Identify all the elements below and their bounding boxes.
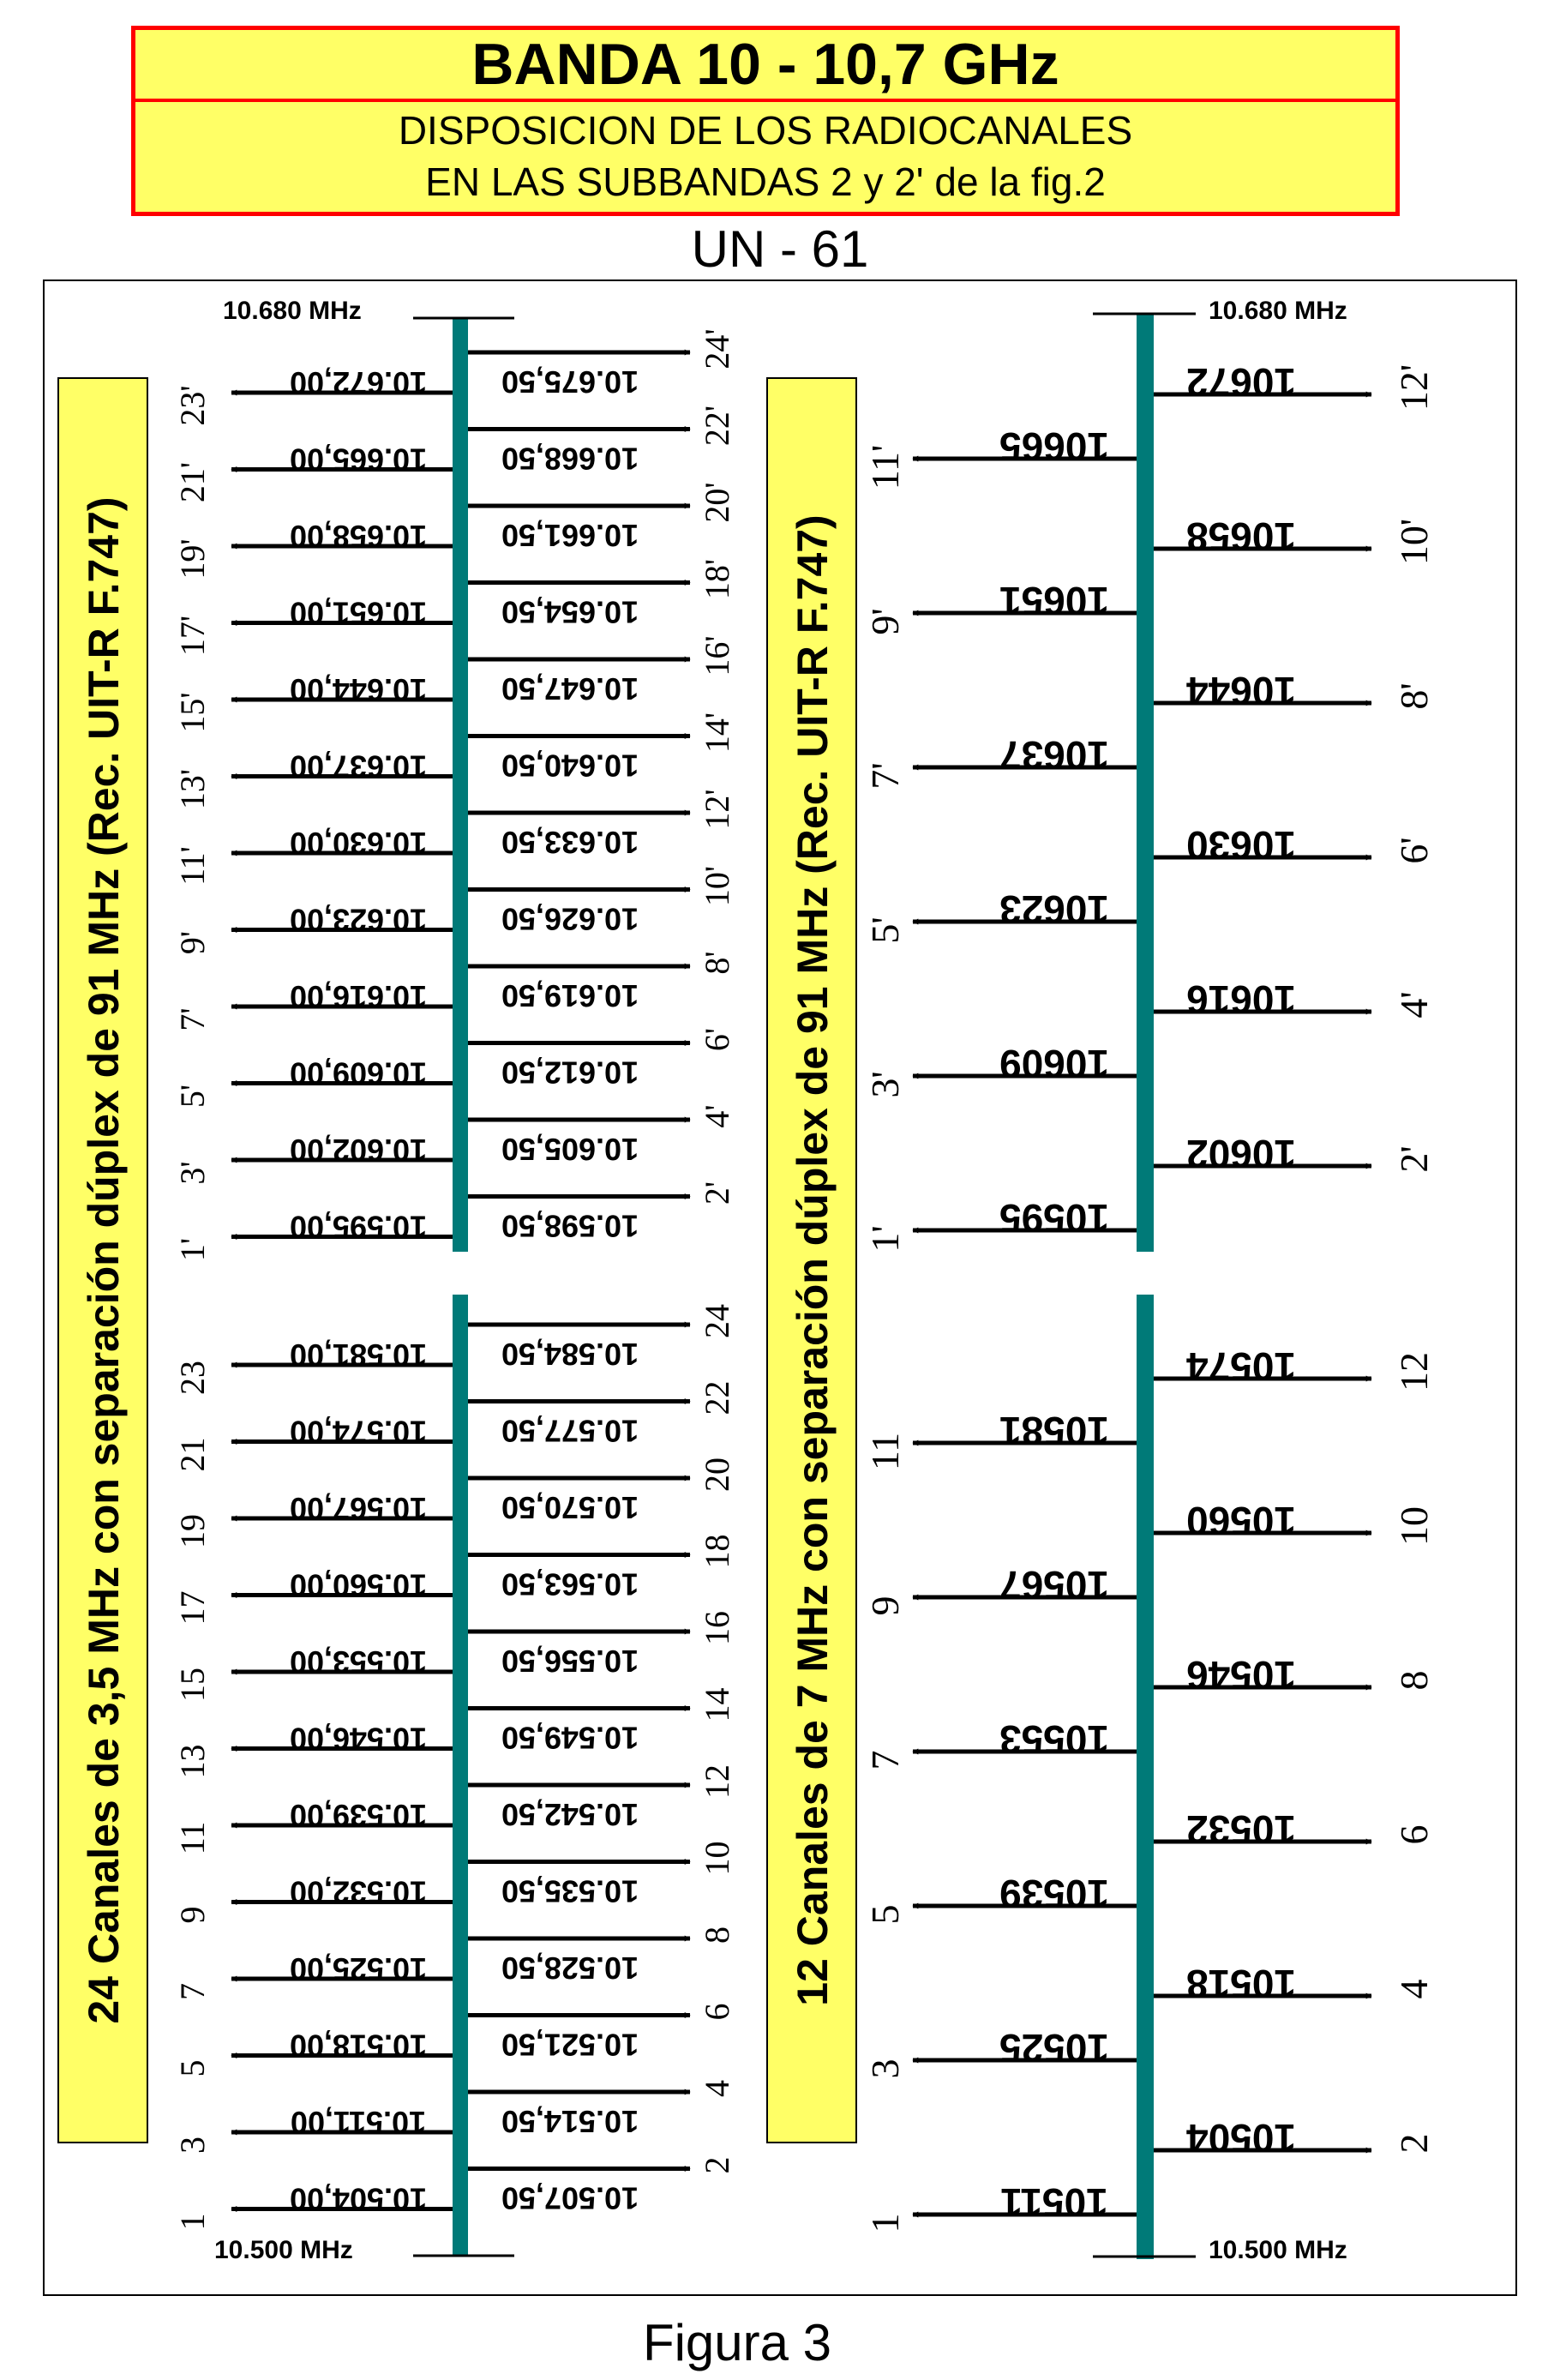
left-channel-frequency: 10.647,50 <box>501 671 639 706</box>
right-channel-number: 7' <box>863 762 907 790</box>
left-channel-number: 17 <box>173 1590 212 1626</box>
left-channel-frequency: 10.605,50 <box>501 1132 639 1167</box>
left-channel-number: 4' <box>698 1104 736 1128</box>
page-title: BANDA 10 - 10,7 GHz <box>135 30 1395 102</box>
right-channel-frequency: 10630 <box>1186 823 1296 868</box>
left-channel-frequency: 10.633,50 <box>501 825 639 860</box>
left-channel-number: 17' <box>173 615 212 657</box>
left-channel-frequency: 10.525,00 <box>289 1951 428 1986</box>
left-channel-number: 22' <box>698 405 736 447</box>
right-channel-frequency: 10525 <box>999 2026 1109 2070</box>
left-channel-number: 10 <box>698 1841 736 1876</box>
right-channel-frequency: 10644 <box>1186 669 1296 713</box>
left-channel-number: 18 <box>698 1534 736 1569</box>
left-channel-frequency: 10.598,50 <box>501 1208 639 1244</box>
left-channel-number: 23 <box>173 1361 212 1395</box>
right-channel-number: 4' <box>1392 991 1436 1019</box>
right-channel-frequency: 10581 <box>999 1409 1109 1453</box>
left-channel-number: 6 <box>698 2003 736 2021</box>
left-channel-frequency: 10.661,50 <box>501 518 639 553</box>
right-channel-frequency: 10511 <box>1000 2180 1108 2225</box>
left-channel-number: 14 <box>698 1687 736 1722</box>
left-channel-frequency: 10.574,00 <box>289 1414 428 1450</box>
left-channel-number: 4 <box>698 2080 736 2097</box>
subtitle-line-2: EN LAS SUBBANDAS 2 y 2' de la fig.2 <box>425 159 1106 204</box>
left-channel-number: 10' <box>698 865 736 907</box>
right-channel-frequency: 10546 <box>1186 1653 1296 1698</box>
right-channel-frequency: 10567 <box>999 1563 1109 1608</box>
document-code: UN - 61 <box>691 220 869 278</box>
left-channel-frequency: 10.651,00 <box>289 595 428 631</box>
left-channel-frequency: 10.619,50 <box>501 978 639 1013</box>
left-channel-frequency: 10.514,50 <box>501 2104 639 2139</box>
left-channel-frequency: 10.532,00 <box>289 1874 428 1910</box>
right-channel-number: 10 <box>1392 1506 1436 1546</box>
left-upper-bar <box>453 317 468 1252</box>
right-channel-number: 1' <box>863 1225 907 1253</box>
left-channel-frequency: 10.595,00 <box>289 1209 428 1245</box>
left-bottom-frequency: 10.500 MHz <box>214 2236 353 2264</box>
right-bottom-frequency: 10.500 MHz <box>1209 2236 1347 2264</box>
left-channel-number: 2 <box>698 2156 736 2174</box>
left-channel-frequency: 10.560,00 <box>289 1567 428 1603</box>
left-channel-frequency: 10.563,50 <box>501 1566 639 1602</box>
left-channel-frequency: 10.616,00 <box>289 979 428 1014</box>
left-channel-frequency: 10.626,50 <box>501 901 639 937</box>
left-channel-number: 12' <box>698 789 736 830</box>
left-channel-frequency: 10.630,00 <box>289 826 428 861</box>
left-channel-number: 11' <box>173 846 212 886</box>
left-channel-frequency: 10.577,50 <box>501 1413 639 1449</box>
left-channel-number: 24' <box>698 328 736 370</box>
right-channel-frequency: 10595 <box>999 1196 1109 1241</box>
left-channel-number: 11 <box>173 1821 212 1855</box>
right-channel-number: 2 <box>1392 2133 1436 2154</box>
left-channel-number: 7' <box>173 1007 212 1031</box>
right-upper-bar <box>1137 314 1154 1252</box>
right-channel-frequency: 10658 <box>1186 514 1296 559</box>
left-channel-number: 2' <box>698 1181 736 1205</box>
right-channel-frequency: 10539 <box>999 1872 1109 1916</box>
left-channel-number: 5 <box>173 2059 212 2077</box>
left-channel-number: 12 <box>698 1764 736 1799</box>
right-top-frequency: 10.680 MHz <box>1209 297 1347 325</box>
left-channel-frequency: 10.528,50 <box>501 1950 639 1986</box>
left-lower-bar <box>453 1295 468 2256</box>
right-channel-number: 9' <box>863 608 907 635</box>
right-channel-number: 8' <box>1392 682 1436 710</box>
left-channel-frequency: 10.637,00 <box>289 748 428 784</box>
left-channel-frequency: 10.542,50 <box>501 1797 639 1832</box>
left-channel-frequency: 10.612,50 <box>501 1055 639 1091</box>
left-channel-frequency: 10.623,00 <box>289 902 428 938</box>
left-channel-number: 23' <box>173 385 212 426</box>
right-channel-number: 3' <box>863 1071 907 1098</box>
left-channel-number: 15' <box>173 692 212 733</box>
left-channel-number: 3 <box>173 2137 212 2154</box>
left-channel-frequency: 10.640,50 <box>501 748 639 784</box>
left-channel-frequency: 10.553,00 <box>289 1644 428 1680</box>
left-channel-number: 6' <box>698 1027 736 1052</box>
right-channel-number: 9 <box>863 1596 907 1616</box>
right-channel-number: 8 <box>1392 1670 1436 1691</box>
right-vertical-label: 12 Canales de 7 MHz con separación dúplex de 91 MHz (Rec. UIT-R F.747) <box>789 514 837 2006</box>
left-channel-number: 9' <box>173 930 212 955</box>
right-channel-number: 6' <box>1392 837 1436 864</box>
left-channel-frequency: 10.609,00 <box>289 1055 428 1091</box>
right-channel-frequency: 10553 <box>999 1717 1109 1762</box>
left-top-frequency: 10.680 MHz <box>223 297 362 325</box>
left-channel-frequency: 10.570,50 <box>501 1490 639 1525</box>
left-channel-number: 20 <box>698 1457 736 1492</box>
right-channel-frequency: 10560 <box>1186 1499 1296 1543</box>
left-channel-number: 8' <box>698 951 736 975</box>
left-channel-frequency: 10.644,00 <box>289 672 428 707</box>
left-channel-number: 1' <box>173 1237 212 1262</box>
left-channel-number: 16' <box>698 635 736 676</box>
right-channel-number: 12 <box>1392 1352 1436 1391</box>
left-channel-number: 5' <box>173 1084 212 1109</box>
right-channel-number: 5 <box>863 1904 907 1925</box>
left-channel-frequency: 10.584,50 <box>501 1337 639 1372</box>
right-channel-frequency: 10518 <box>1186 1962 1296 2006</box>
right-channel-frequency: 10504 <box>1186 2116 1296 2161</box>
left-channel-number: 20' <box>698 482 736 523</box>
right-channel-number: 5' <box>863 917 907 944</box>
left-channel-frequency: 10.556,50 <box>501 1644 639 1679</box>
left-channel-frequency: 10.658,00 <box>289 519 428 554</box>
left-channel-frequency: 10.567,00 <box>289 1491 428 1526</box>
left-channel-number: 14' <box>698 712 736 754</box>
right-channel-number: 6 <box>1392 1824 1436 1845</box>
right-channel-frequency: 10651 <box>999 579 1109 623</box>
right-channel-frequency: 10602 <box>1186 1132 1296 1176</box>
left-channel-frequency: 10.675,50 <box>501 364 639 400</box>
right-lower-bar <box>1137 1295 1154 2259</box>
left-channel-number: 21' <box>173 461 212 503</box>
left-channel-number: 16 <box>698 1611 736 1645</box>
subtitle-line-1: DISPOSICION DE LOS RADIOCANALES <box>398 108 1133 153</box>
right-channel-number: 11' <box>863 444 907 490</box>
left-channel-frequency: 10.504,00 <box>289 2181 428 2217</box>
left-vertical-label: 24 Canales de 3,5 MHz con separación dúplex de 91 MHz (Rec. UIT-R F.747) <box>80 496 128 2024</box>
left-channel-number: 9 <box>173 1906 212 1924</box>
left-channel-frequency: 10.539,00 <box>289 1798 428 1833</box>
left-channel-number: 24 <box>698 1304 736 1338</box>
right-channel-frequency: 10665 <box>999 424 1109 469</box>
right-channel-number: 7 <box>863 1750 907 1770</box>
left-channel-frequency: 10.507,50 <box>501 2180 639 2216</box>
right-channel-number: 4 <box>1392 1979 1436 1999</box>
left-channel-frequency: 10.518,00 <box>289 2028 428 2064</box>
left-channel-frequency: 10.665,00 <box>289 442 428 478</box>
left-channel-frequency: 10.654,50 <box>501 594 639 630</box>
left-channel-number: 19 <box>173 1514 212 1548</box>
left-channel-frequency: 10.581,00 <box>289 1337 428 1373</box>
right-channel-frequency: 10672 <box>1186 360 1296 405</box>
right-channel-frequency: 10637 <box>999 733 1109 778</box>
left-channel-frequency: 10.668,50 <box>501 441 639 477</box>
right-channel-number: 11 <box>863 1432 907 1471</box>
left-channel-number: 1 <box>173 2213 212 2231</box>
left-channel-number: 21 <box>173 1437 212 1472</box>
figure-caption: Figura 3 <box>642 2314 832 2371</box>
left-channel-frequency: 10.535,50 <box>501 1873 639 1909</box>
left-channel-number: 18' <box>698 558 736 600</box>
left-channel-frequency: 10.511,00 <box>290 2105 427 2140</box>
left-channel-number: 13' <box>173 768 212 810</box>
left-channel-number: 8 <box>698 1926 736 1944</box>
left-channel-number: 22 <box>698 1380 736 1415</box>
left-channel-frequency: 10.546,00 <box>289 1721 428 1757</box>
left-channel-frequency: 10.602,00 <box>289 1133 428 1168</box>
right-channel-frequency: 10574 <box>1186 1344 1296 1389</box>
right-channel-number: 12' <box>1392 364 1436 412</box>
right-channel-frequency: 10616 <box>1186 977 1296 1022</box>
left-channel-frequency: 10.549,50 <box>501 1720 639 1756</box>
right-channel-number: 3 <box>863 2058 907 2079</box>
left-channel-number: 19' <box>173 538 212 580</box>
left-channel-frequency: 10.672,00 <box>289 365 428 400</box>
right-channel-number: 2' <box>1392 1145 1436 1173</box>
left-channel-frequency: 10.521,50 <box>501 2027 639 2063</box>
right-channel-frequency: 10532 <box>1186 1807 1296 1852</box>
left-channel-number: 15 <box>173 1668 212 1702</box>
right-channel-number: 1 <box>863 2213 907 2233</box>
left-channel-number: 7 <box>173 1983 212 2000</box>
left-channel-number: 3' <box>173 1161 212 1185</box>
right-channel-frequency: 10609 <box>999 1042 1109 1086</box>
left-channel-number: 13 <box>173 1744 212 1779</box>
right-channel-frequency: 10623 <box>999 887 1109 932</box>
right-channel-number: 10' <box>1392 518 1436 566</box>
